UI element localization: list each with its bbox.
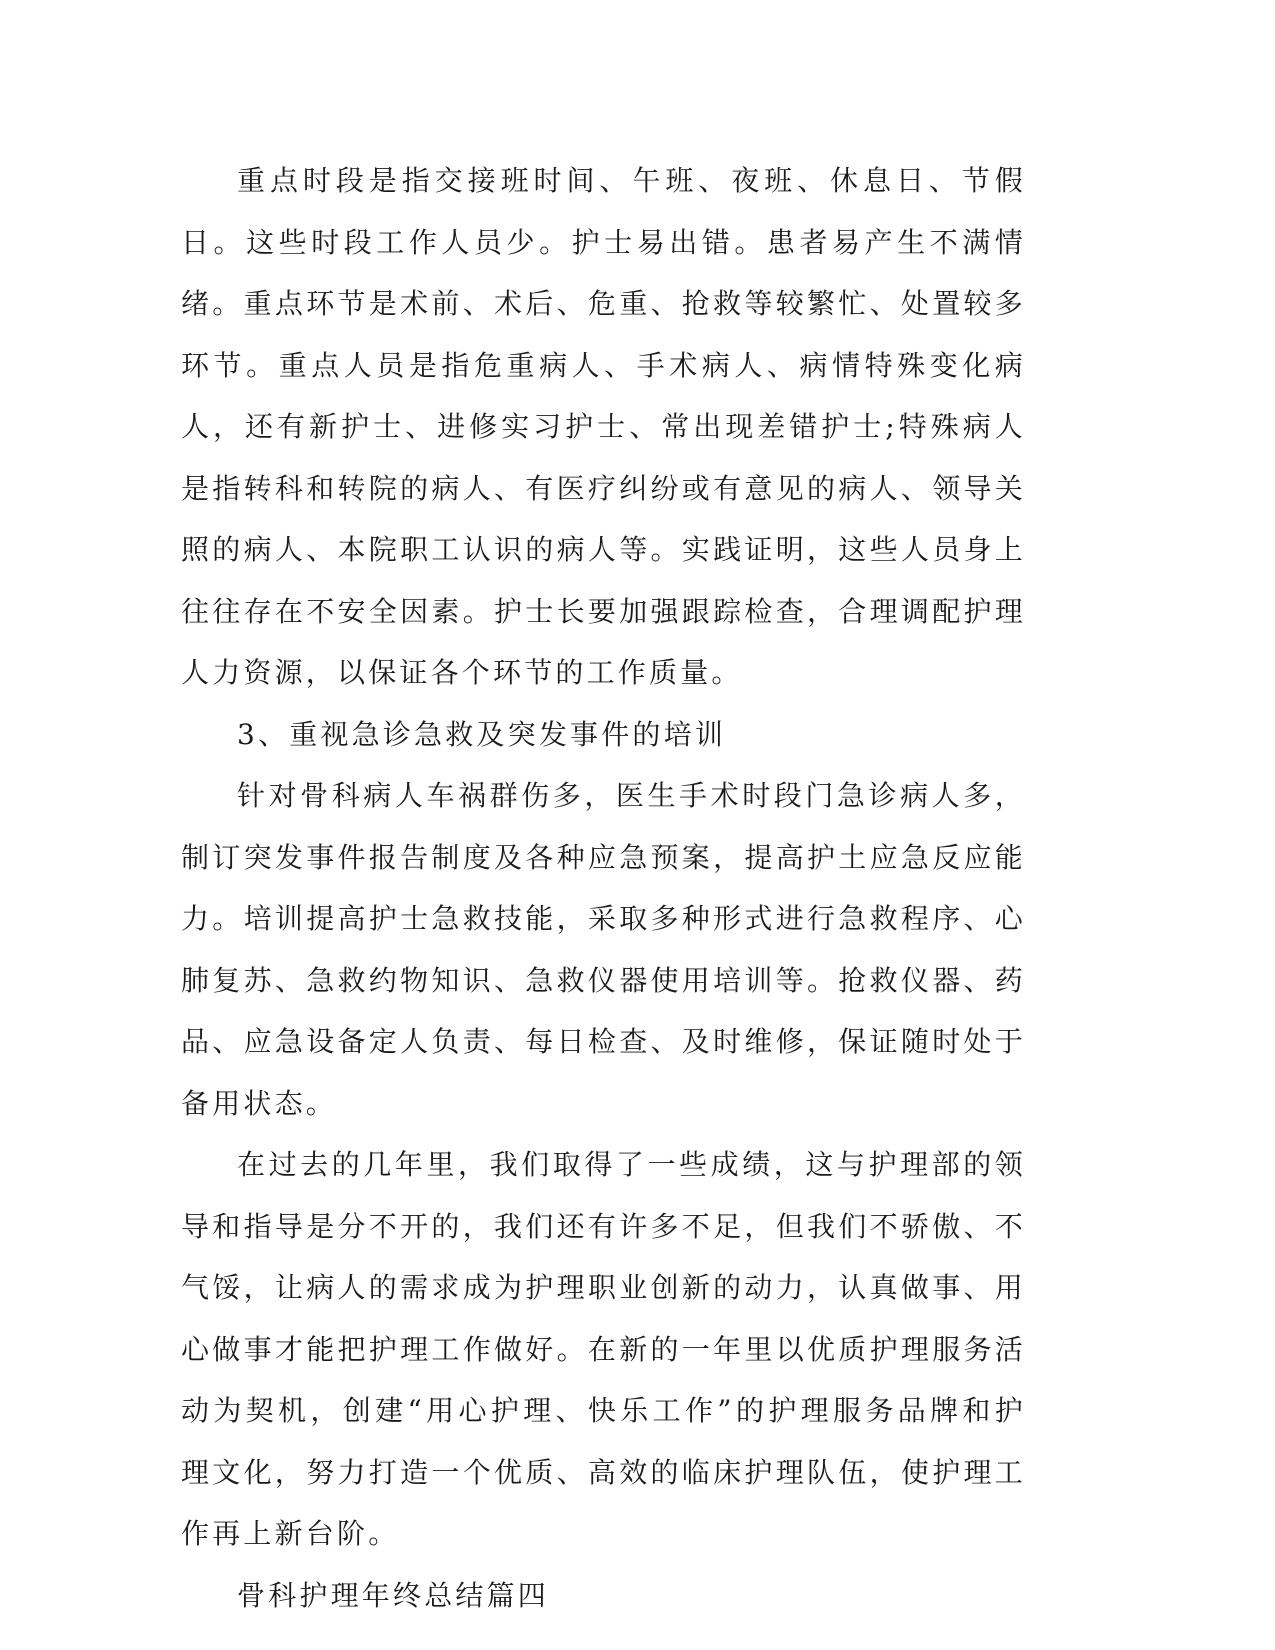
section-heading-emergency-training: 3、重视急诊急救及突发事件的培训 <box>237 717 727 751</box>
paragraph-emergency-training: 针对骨科病人车祸群伤多，医生手术时段门急诊病人多，制订突发事件报告制度及各种应急预案，提高护土应急反应能力。培训提高护士急救技能，采取多种形式进行急救程序、心肺复苏、急救约物知识、急救仪器使用培训等。抢救仪器、药品、应急设备定人负责、每日检查、及时维修，保证随时处于备用状态。 <box>181 779 1026 1120</box>
paragraph-achievements: 在过去的几年里，我们取得了一些成绩，这与护理部的领导和指导是分不开的，我们还有许多不足，但我们不骄傲、不气馁，让病人的需求成为护理职业创新的动力，认真做事、用心做事才能把护理工作做好。在新的一年里以优质护理服务活动为契机，创建“用心护理、快乐工作”的护理服务品牌和护理文化，努力打造一个优质、高效的临床护理队伍，使护理工作再上新台阶。 <box>181 1148 1026 1550</box>
paragraph-key-periods: 重点时段是指交接班时间、午班、夜班、休息日、节假日。这些时段工作人员少。护士易出错。患者易产生不满情绪。重点环节是术前、术后、危重、抢救等较繁忙、处置较多环节。重点人员是指危重病人、手术病人、病情特殊变化病人，还有新护士、进修实习护士、常出现差错护士;特殊病人是指转科和转院的病人、有医疗纠纷或有意见的病人、领导关照的病人、本院职工认识的病人等。实践证明，这些人员身上往往存在不安全因素。护士长要加强跟踪检查，合理调配护理人力资源，以保证各个环节的工作质量。 <box>181 164 1026 689</box>
section-heading-part-four: 骨科护理年终总结篇四 <box>237 1578 550 1612</box>
document-body <box>181 150 1026 1626</box>
